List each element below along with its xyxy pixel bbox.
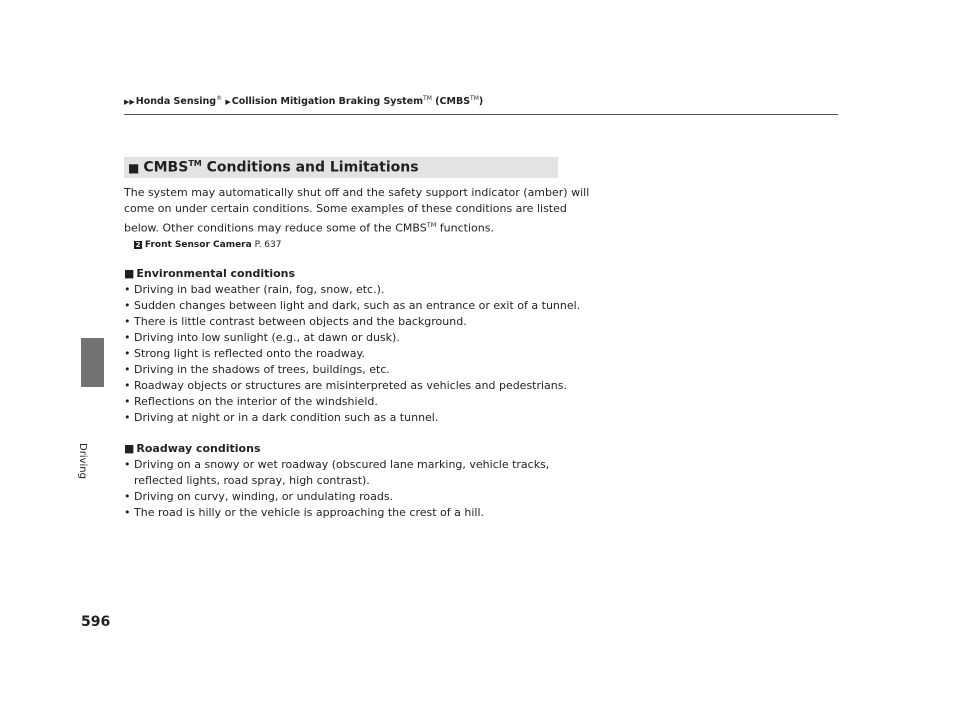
list-item [124, 298, 594, 314]
tm-mark: TM [423, 95, 432, 102]
section-title [143, 159, 418, 176]
xref-page: P. 637 [251, 239, 282, 250]
list-item-text: Roadway objects or structures are misinterpreted as vehicles and pedestrians. [134, 378, 568, 392]
list-item [124, 362, 594, 378]
list-item-text: Strong light is reflected onto the roadway. [134, 346, 365, 360]
breadcrumb-cmbs-text: Collision Mitigation Braking System [231, 96, 424, 108]
section-heading [124, 157, 558, 178]
breadcrumb [124, 95, 483, 107]
bullet-icon: • [124, 394, 131, 408]
bullet-icon: • [124, 282, 131, 296]
list-item [124, 489, 594, 505]
bullet-icon: • [124, 410, 131, 424]
tm-mark: TM [426, 221, 437, 229]
bullet-icon: • [124, 378, 131, 392]
bullet-list [124, 282, 594, 426]
list-item-text: reflected lights, road spray, high contrast). [134, 473, 370, 487]
section-title-pre: CMBS [143, 159, 189, 176]
list-item [124, 394, 594, 410]
page-number: 596 [81, 614, 111, 630]
list-item-text: Driving on curvy, winding, or undulating roads. [134, 489, 394, 503]
roadway-conditions [124, 441, 594, 521]
list-item-text: The road is hilly or the vehicle is approaching the crest of a hill. [134, 505, 485, 519]
list-item-text: Driving in the shadows of trees, buildings, etc. [134, 362, 390, 376]
subsection-heading [124, 266, 594, 282]
bullet-icon: • [124, 346, 131, 360]
square-bullet-icon: ■ [124, 266, 135, 280]
list-item-text: Driving at night or in a dark condition such as a tunnel. [134, 410, 439, 424]
list-item [124, 282, 594, 298]
intro-line: The system may automatically shut off and the safety support indicator (amber) will [124, 186, 590, 199]
breadcrumb-item-honda-sensing[interactable]: Honda Sensing [135, 96, 217, 108]
subsection-heading [124, 441, 594, 457]
cross-reference-link[interactable] [124, 239, 594, 251]
breadcrumb-item-cmbs[interactable] [232, 96, 483, 107]
section-body [124, 185, 594, 521]
tm-mark: TM [470, 95, 479, 102]
bullet-icon: • [124, 330, 131, 344]
bullet-icon: • [124, 489, 131, 503]
reference-icon: 2 [135, 240, 141, 249]
list-item-text: Reflections on the interior of the windshield. [134, 394, 378, 408]
list-item-text: Driving in bad weather (rain, fog, snow, etc.). [134, 282, 385, 296]
intro-line [124, 217, 594, 237]
list-item [124, 505, 594, 521]
header-divider [124, 114, 838, 115]
square-bullet-icon: ■ [124, 441, 135, 455]
registered-mark: ® [216, 95, 223, 102]
subsection-title: Roadway conditions [136, 441, 261, 455]
bullet-icon: • [124, 314, 131, 328]
subsection-title: Environmental conditions [136, 266, 296, 280]
list-item [124, 314, 594, 330]
intro-line3-post: functions. [436, 221, 494, 235]
list-item [124, 410, 594, 426]
breadcrumb-cmbs-abbr: (CMBS [431, 96, 471, 108]
intro-line: come on under certain conditions. Some examples of these conditions are listed [124, 202, 567, 215]
list-item [124, 457, 594, 489]
chapter-tab[interactable] [81, 338, 104, 387]
list-item [124, 378, 594, 394]
chapter-label: Driving [77, 443, 88, 479]
list-item-text: Driving on a snowy or wet roadway (obscured lane marking, vehicle tracks, [134, 457, 550, 471]
list-item-text: Driving into low sunlight (e.g., at dawn or dusk). [134, 330, 400, 344]
list-item [124, 330, 594, 346]
environmental-conditions [124, 266, 594, 426]
intro-line3-pre: below. Other conditions may reduce some of the CMBS [124, 221, 427, 235]
bullet-list [124, 457, 594, 521]
bullet-icon: • [124, 457, 131, 471]
list-item [124, 346, 594, 362]
tm-mark: TM [188, 159, 202, 169]
square-bullet-icon: ■ [128, 160, 140, 175]
arrow-right-icon: ▶ [225, 98, 231, 107]
arrow-right-icon: ▶▶ [124, 98, 135, 107]
bullet-icon: • [124, 505, 131, 519]
bullet-icon: • [124, 362, 131, 376]
bullet-icon: • [124, 298, 131, 312]
list-item-text: There is little contrast between objects and the background. [134, 314, 467, 328]
breadcrumb-cmbs-close: ) [478, 96, 484, 108]
xref-title: Front Sensor Camera [144, 239, 252, 250]
list-item-text: Sudden changes between light and dark, such as an entrance or exit of a tunnel. [134, 298, 581, 312]
section-title-post: Conditions and Limitations [201, 159, 419, 176]
